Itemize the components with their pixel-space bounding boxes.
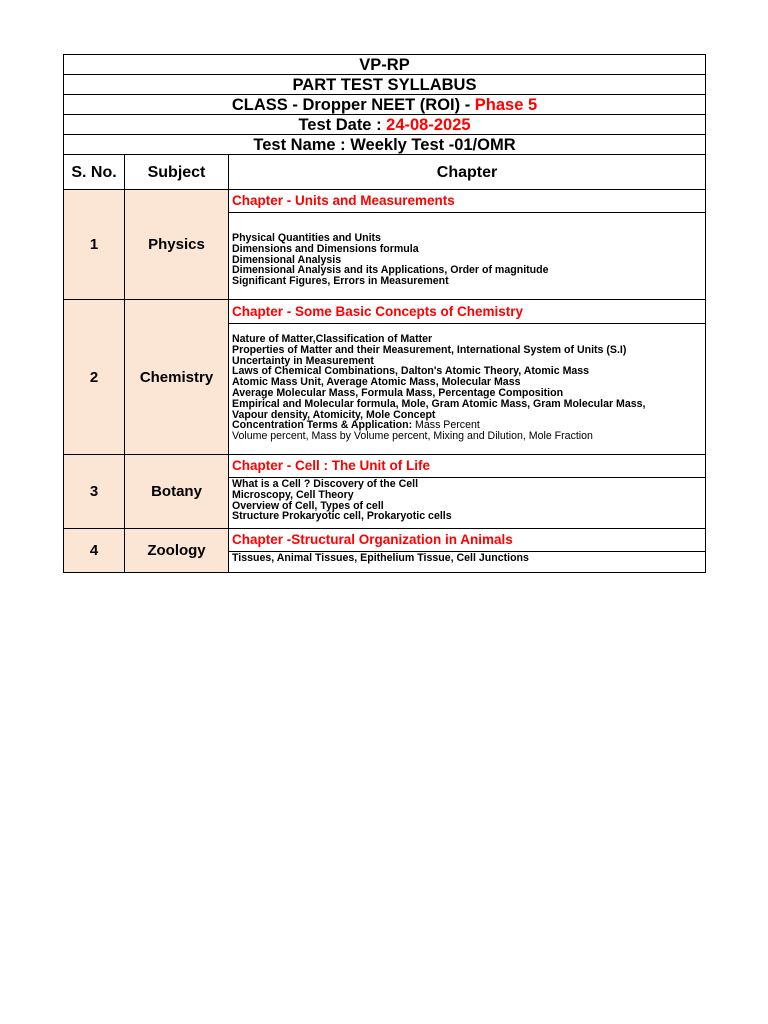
topic-item: What is a Cell ? Discovery of the Cell: [232, 478, 419, 490]
chapter-title: Chapter - Units and Measurements: [229, 190, 706, 213]
topic-list: [229, 213, 706, 300]
row-subject: Chemistry: [125, 300, 229, 455]
topic-item: Atomic Mass Unit, Average Atomic Mass, Molecular Mass: [232, 376, 521, 389]
chapter-title: Chapter -Structural Organization in Animals: [229, 529, 706, 552]
topic-list: [229, 324, 706, 455]
row-sno: 2: [64, 300, 125, 455]
column-header-sno: S. No.: [64, 155, 125, 190]
topic-bold-part: Concentration Terms & Application:: [232, 419, 413, 432]
topic-item: Dimensional Analysis and its Applications, Order of magnitude: [232, 264, 549, 277]
syllabus-title: PART TEST SYLLABUS: [64, 75, 706, 95]
phase-label: Phase 5: [474, 95, 538, 114]
topic-item: Average Molecular Mass, Formula Mass, Percentage Composition: [232, 386, 564, 399]
topic-item: Volume percent, Mass by Volume percent, Mixing and Dilution, Mole Fraction: [232, 430, 593, 443]
topic-item: Nature of Matter,Classification of Matter: [232, 333, 433, 345]
chapter-title: Chapter - Cell : The Unit of Life: [229, 455, 706, 478]
row-subject: Botany: [125, 455, 229, 529]
row-subject: Zoology: [125, 529, 229, 573]
test-date-value: 24-08-2025: [386, 115, 471, 134]
table-row: [64, 300, 706, 324]
row-sno: 4: [64, 529, 125, 573]
column-header-subject: Subject: [125, 155, 229, 190]
test-date-line: [64, 115, 706, 135]
topic-list: [229, 552, 706, 573]
topic-item: Dimensions and Dimensions formula: [232, 242, 419, 255]
topic-item: Dimensional Analysis: [232, 253, 342, 266]
table-row: [64, 190, 706, 213]
topic-item: Empirical and Molecular formula, Mole, Gram Atomic Mass, Gram Molecular Mass,: [232, 397, 646, 410]
row-sno: 3: [64, 455, 125, 529]
topic-item: Structure Prokaryotic cell, Prokaryotic cells: [232, 510, 452, 523]
chapter-title: Chapter - Some Basic Concepts of Chemistry: [229, 300, 706, 324]
topic-item: Properties of Matter and their Measurement, International System of Units (S.I): [232, 343, 627, 356]
topic-item: Laws of Chemical Combinations, Dalton's Atomic Theory, Atomic Mass: [232, 365, 590, 378]
test-name: Test Name : Weekly Test -01/OMR: [64, 135, 706, 155]
topic-item: Significant Figures, Errors in Measurement: [232, 275, 449, 288]
syllabus-table: [63, 54, 706, 573]
row-subject: Physics: [125, 190, 229, 300]
topic-item: Tissues, Animal Tissues, Epithelium Tissue, Cell Junctions: [232, 552, 529, 564]
topic-item: Overview of Cell, Types of cell: [232, 499, 384, 512]
topic-normal-part: Mass Percent: [412, 419, 480, 432]
table-row: [64, 529, 706, 552]
topic-item: Physical Quantities and Units: [232, 232, 381, 244]
row-sno: 1: [64, 190, 125, 300]
topic-item: Vapour density, Atomicity, Mole Concept: [232, 408, 436, 421]
table-row: [64, 455, 706, 478]
test-date-label: Test Date :: [298, 115, 387, 134]
column-header-chapter: Chapter: [229, 155, 706, 190]
class-line: [64, 95, 706, 115]
topic-list: [229, 478, 706, 529]
topic-item: Uncertainty in Measurement: [232, 354, 374, 367]
class-label: CLASS - Dropper NEET (ROI) -: [231, 95, 475, 114]
topic-item: Microscopy, Cell Theory: [232, 488, 354, 501]
org-code: VP-RP: [64, 55, 706, 75]
